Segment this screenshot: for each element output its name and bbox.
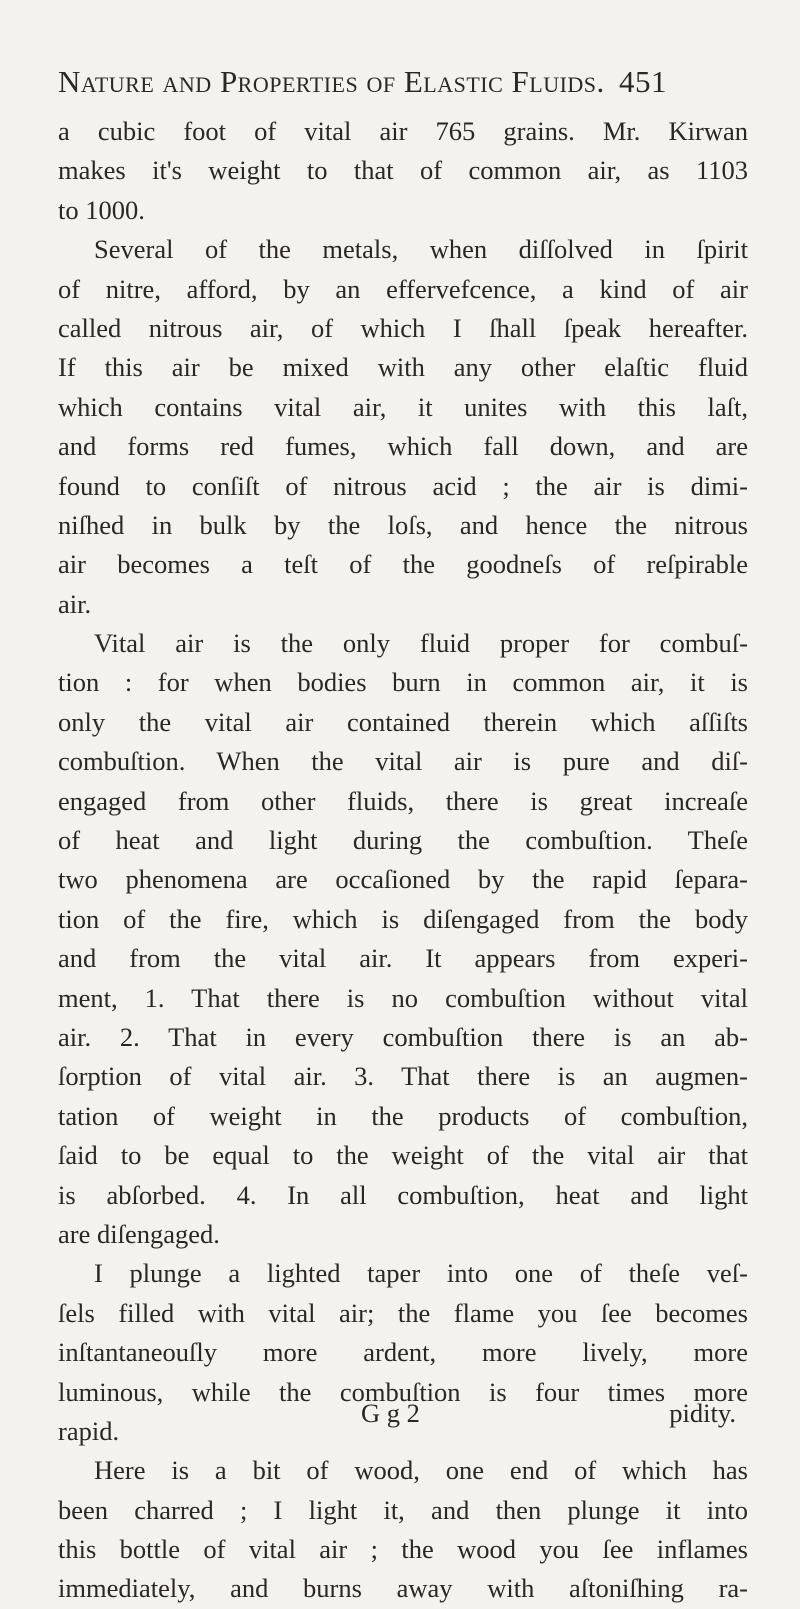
text-line: of heat and light during the combuſtion. Theſe (58, 825, 748, 856)
paragraph-start-line: Vital air is the only fluid proper for combuſ- (94, 628, 748, 659)
text-line: immediately, and burns away with aſtoniſhing ra- (58, 1573, 748, 1604)
text-line: which contains vital air, it unites with this laſt, (58, 391, 748, 422)
text-line: combuſtion. When the vital air is pure and diſ- (58, 746, 748, 777)
running-head (58, 64, 758, 108)
paragraph-start-line: Several of the metals, when diſſolved in ſpirit (94, 234, 748, 265)
signature-mark: G g 2 (361, 1398, 420, 1428)
text-line: air. (58, 588, 92, 619)
text-line: ſaid to be equal to the weight of the vital air that (58, 1140, 748, 1171)
catchword: pidity. (669, 1398, 736, 1428)
page-number: 451 (619, 64, 668, 99)
text-line: two phenomena are occaſioned by the rapid ſepara- (58, 864, 748, 895)
text-line: makes it's weight to that of common air, as 1103 (58, 155, 748, 186)
text-line: of nitre, afford, by an effervefcence, a kind of air (58, 273, 748, 304)
text-line: is abſorbed. 4. In all combuſtion, heat and light (58, 1179, 748, 1210)
body-text (58, 112, 748, 1609)
text-line: ſorption of vital air. 3. That there is an augmen- (58, 1061, 748, 1092)
text-line: and from the vital air. It appears from experi- (58, 943, 748, 974)
text-line: tation of weight in the products of combuſtion, (58, 1100, 748, 1131)
text-line: ment, 1. That there is no combuſtion without vital (58, 982, 748, 1013)
text-line: luminous, while the combuſtion is four times more (58, 1376, 748, 1407)
paragraph-start-line: Here is a bit of wood, one end of which has (94, 1455, 748, 1486)
text-line: and forms red fumes, which fall down, and are (58, 431, 748, 462)
text-line: tion : for when bodies burn in common air, it is (58, 667, 748, 698)
text-line: inſtantaneouſly more ardent, more lively, more (58, 1337, 748, 1368)
text-line: found to conſiſt of nitrous acid ; the air is dimi- (58, 470, 748, 501)
text-line: If this air be mixed with any other elaſtic fluid (58, 352, 748, 383)
text-line: air. 2. That in every combuſtion there is an ab- (58, 1021, 748, 1052)
page-footer (58, 1394, 748, 1433)
text-line: this bottle of vital air ; the wood you ſee inflames (58, 1534, 748, 1565)
text-line: only the vital air contained therein which aſſiſts (58, 706, 748, 737)
text-line: engaged from other fluids, there is great increaſe (58, 785, 748, 816)
text-line: called nitrous air, of which I ſhall ſpeak hereafter. (58, 312, 748, 343)
text-line: been charred ; I light it, and then plunge it into (58, 1494, 748, 1525)
text-line: niſhed in bulk by the loſs, and hence the nitrous (58, 509, 748, 540)
text-line: tion of the fire, which is diſengaged from the body (58, 903, 748, 934)
text-line: to 1000. (58, 194, 145, 225)
text-line: rapid. (58, 1415, 120, 1446)
paragraph-start-line: I plunge a lighted taper into one of theſe veſ- (94, 1258, 748, 1289)
text-line: ſels filled with vital air; the flame you ſee becomes (58, 1297, 748, 1328)
text-line: air becomes a teſt of the goodneſs of reſpirable (58, 549, 748, 580)
running-head-title: Nature and Properties of Elastic Fluids. (58, 64, 605, 99)
text-line: are diſengaged. (58, 1218, 220, 1249)
text-line: a cubic foot of vital air 765 grains. Mr. Kirwan (58, 116, 748, 146)
